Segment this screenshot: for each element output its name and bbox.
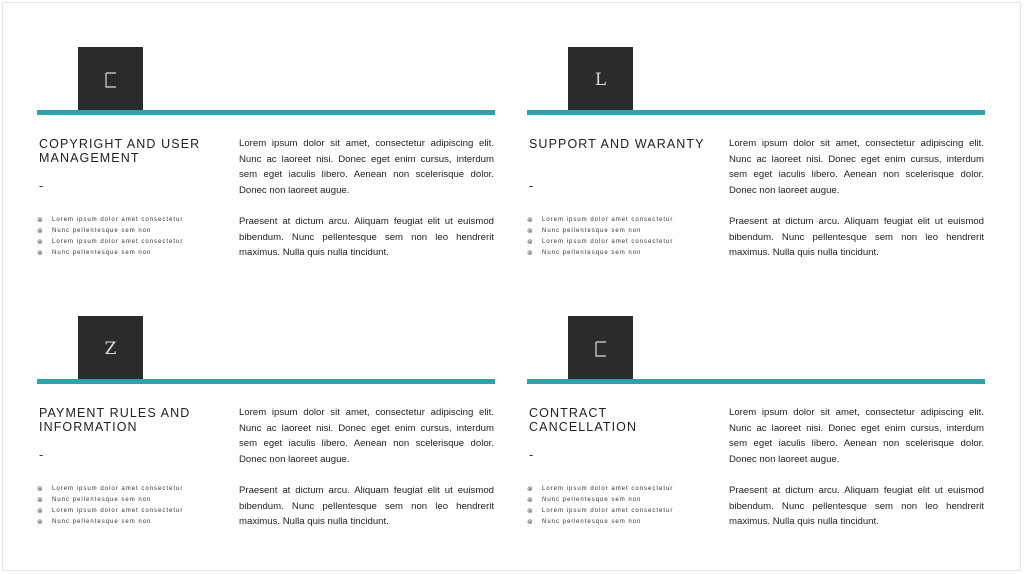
list-item-text: Nunc pellentesque sem non [542,518,642,525]
card-title: COPYRIGHT AND USER MANAGEMENT [39,137,201,165]
list-item-text: Lorem ipsum dolor amet consectetur [542,485,674,492]
bracket-glyph [594,341,608,357]
list-item-text: Lorem ipsum dolor amet consectetur [52,507,184,514]
list-item [37,494,183,505]
title-dash: - [529,178,534,193]
card-body [729,405,984,545]
close-circle-icon: ⊗ [37,226,44,235]
card-body [239,405,494,545]
list-item [527,247,673,258]
list-item-text: Nunc pellentesque sem non [542,227,642,234]
list-item-text: Nunc pellentesque sem non [52,496,152,503]
body-paragraph: Praesent at dictum arcu. Aliquam feugiat elit ut euismod bibendum. Nunc pellentesque sem non leo hendrerit maximus. Nulla quis nulla tincidunt. [239,484,494,528]
close-circle-icon: ⊗ [37,237,44,246]
card-title: PAYMENT RULES AND INFORMATION [39,406,191,434]
bullet-list [527,214,673,258]
close-circle-icon: ⊗ [37,215,44,224]
list-item-text: Lorem ipsum dolor amet consectetur [542,507,674,514]
close-circle-icon: ⊗ [37,506,44,515]
body-paragraph: Praesent at dictum arcu. Aliquam feugiat elit ut euismod bibendum. Nunc pellentesque sem non leo hendrerit maximus. Nulla quis nulla tincidunt. [239,215,494,259]
close-circle-icon: ⊗ [37,484,44,493]
list-item [37,483,183,494]
list-item-text: Lorem ipsum dolor amet consectetur [542,238,674,245]
list-item-text: Nunc pellentesque sem non [542,249,642,256]
bullet-list [527,483,673,527]
title-dash: - [39,178,44,193]
list-item-text: Nunc pellentesque sem non [52,227,152,234]
list-item-text: Nunc pellentesque sem non [52,249,152,256]
list-item-text: Lorem ipsum dolor amet consectetur [52,238,184,245]
document-icon [78,47,143,112]
bullet-list [37,483,183,527]
contract-icon [568,316,633,381]
close-circle-icon: ⊗ [527,517,534,526]
list-item [37,225,183,236]
card-body [729,136,984,276]
bullet-list [37,214,183,258]
accent-bar [37,379,495,384]
body-paragraph: Lorem ipsum dolor sit amet, consectetur adipiscing elit. Nunc ac laoreet nisi. Donec eget enim cursus, interdum sem eget iaculis libero. Aenean non scelerisque dolor. Donec non laoreet augue. [729,407,984,465]
list-item [527,483,673,494]
card-title: SUPPORT AND WARANTY [529,137,705,151]
title-dash: - [529,447,534,462]
card-contract [527,316,985,546]
accent-bar [527,110,985,115]
body-paragraph: Praesent at dictum arcu. Aliquam feugiat elit ut euismod bibendum. Nunc pellentesque sem non leo hendrerit maximus. Nulla quis nulla tincidunt. [729,215,984,259]
accent-bar [527,379,985,384]
list-item [527,214,673,225]
close-circle-icon: ⊗ [527,484,534,493]
list-item-text: Nunc pellentesque sem non [542,496,642,503]
bracket-glyph [104,72,118,88]
support-icon: L [568,47,633,112]
card-support [527,47,985,277]
body-paragraph: Praesent at dictum arcu. Aliquam feugiat elit ut euismod bibendum. Nunc pellentesque sem non leo hendrerit maximus. Nulla quis nulla tincidunt. [729,484,984,528]
close-circle-icon: ⊗ [527,248,534,257]
list-item-text: Nunc pellentesque sem non [52,518,152,525]
close-circle-icon: ⊗ [527,237,534,246]
list-item [37,516,183,527]
list-item [527,236,673,247]
close-circle-icon: ⊗ [527,215,534,224]
list-item [527,505,673,516]
list-item [37,214,183,225]
close-circle-icon: ⊗ [37,248,44,257]
list-item-text: Lorem ipsum dolor amet consectetur [52,485,184,492]
close-circle-icon: ⊗ [527,495,534,504]
slide [2,2,1021,571]
list-item [37,247,183,258]
body-paragraph: Lorem ipsum dolor sit amet, consectetur adipiscing elit. Nunc ac laoreet nisi. Donec eget enim cursus, interdum sem eget iaculis libero. Aenean non scelerisque dolor. Donec non laoreet augue. [729,138,984,196]
card-copyright [37,47,495,277]
close-circle-icon: ⊗ [527,226,534,235]
list-item [527,494,673,505]
card-payment [37,316,495,546]
list-item [527,516,673,527]
accent-bar [37,110,495,115]
body-paragraph: Lorem ipsum dolor sit amet, consectetur adipiscing elit. Nunc ac laoreet nisi. Donec eget enim cursus, interdum sem eget iaculis libero. Aenean non scelerisque dolor. Donec non laoreet augue. [239,407,494,465]
close-circle-icon: ⊗ [37,495,44,504]
list-item [37,236,183,247]
list-item-text: Lorem ipsum dolor amet consectetur [542,216,674,223]
list-item-text: Lorem ipsum dolor amet consectetur [52,216,184,223]
body-paragraph: Lorem ipsum dolor sit amet, consectetur adipiscing elit. Nunc ac laoreet nisi. Donec eget enim cursus, interdum sem eget iaculis libero. Aenean non scelerisque dolor. Donec non laoreet augue. [239,138,494,196]
card-body [239,136,494,276]
card-title: CONTRACT CANCELLATION [529,406,638,434]
close-circle-icon: ⊗ [527,506,534,515]
list-item [37,505,183,516]
payment-icon: Z [78,316,143,381]
title-dash: - [39,447,44,462]
list-item [527,225,673,236]
close-circle-icon: ⊗ [37,517,44,526]
